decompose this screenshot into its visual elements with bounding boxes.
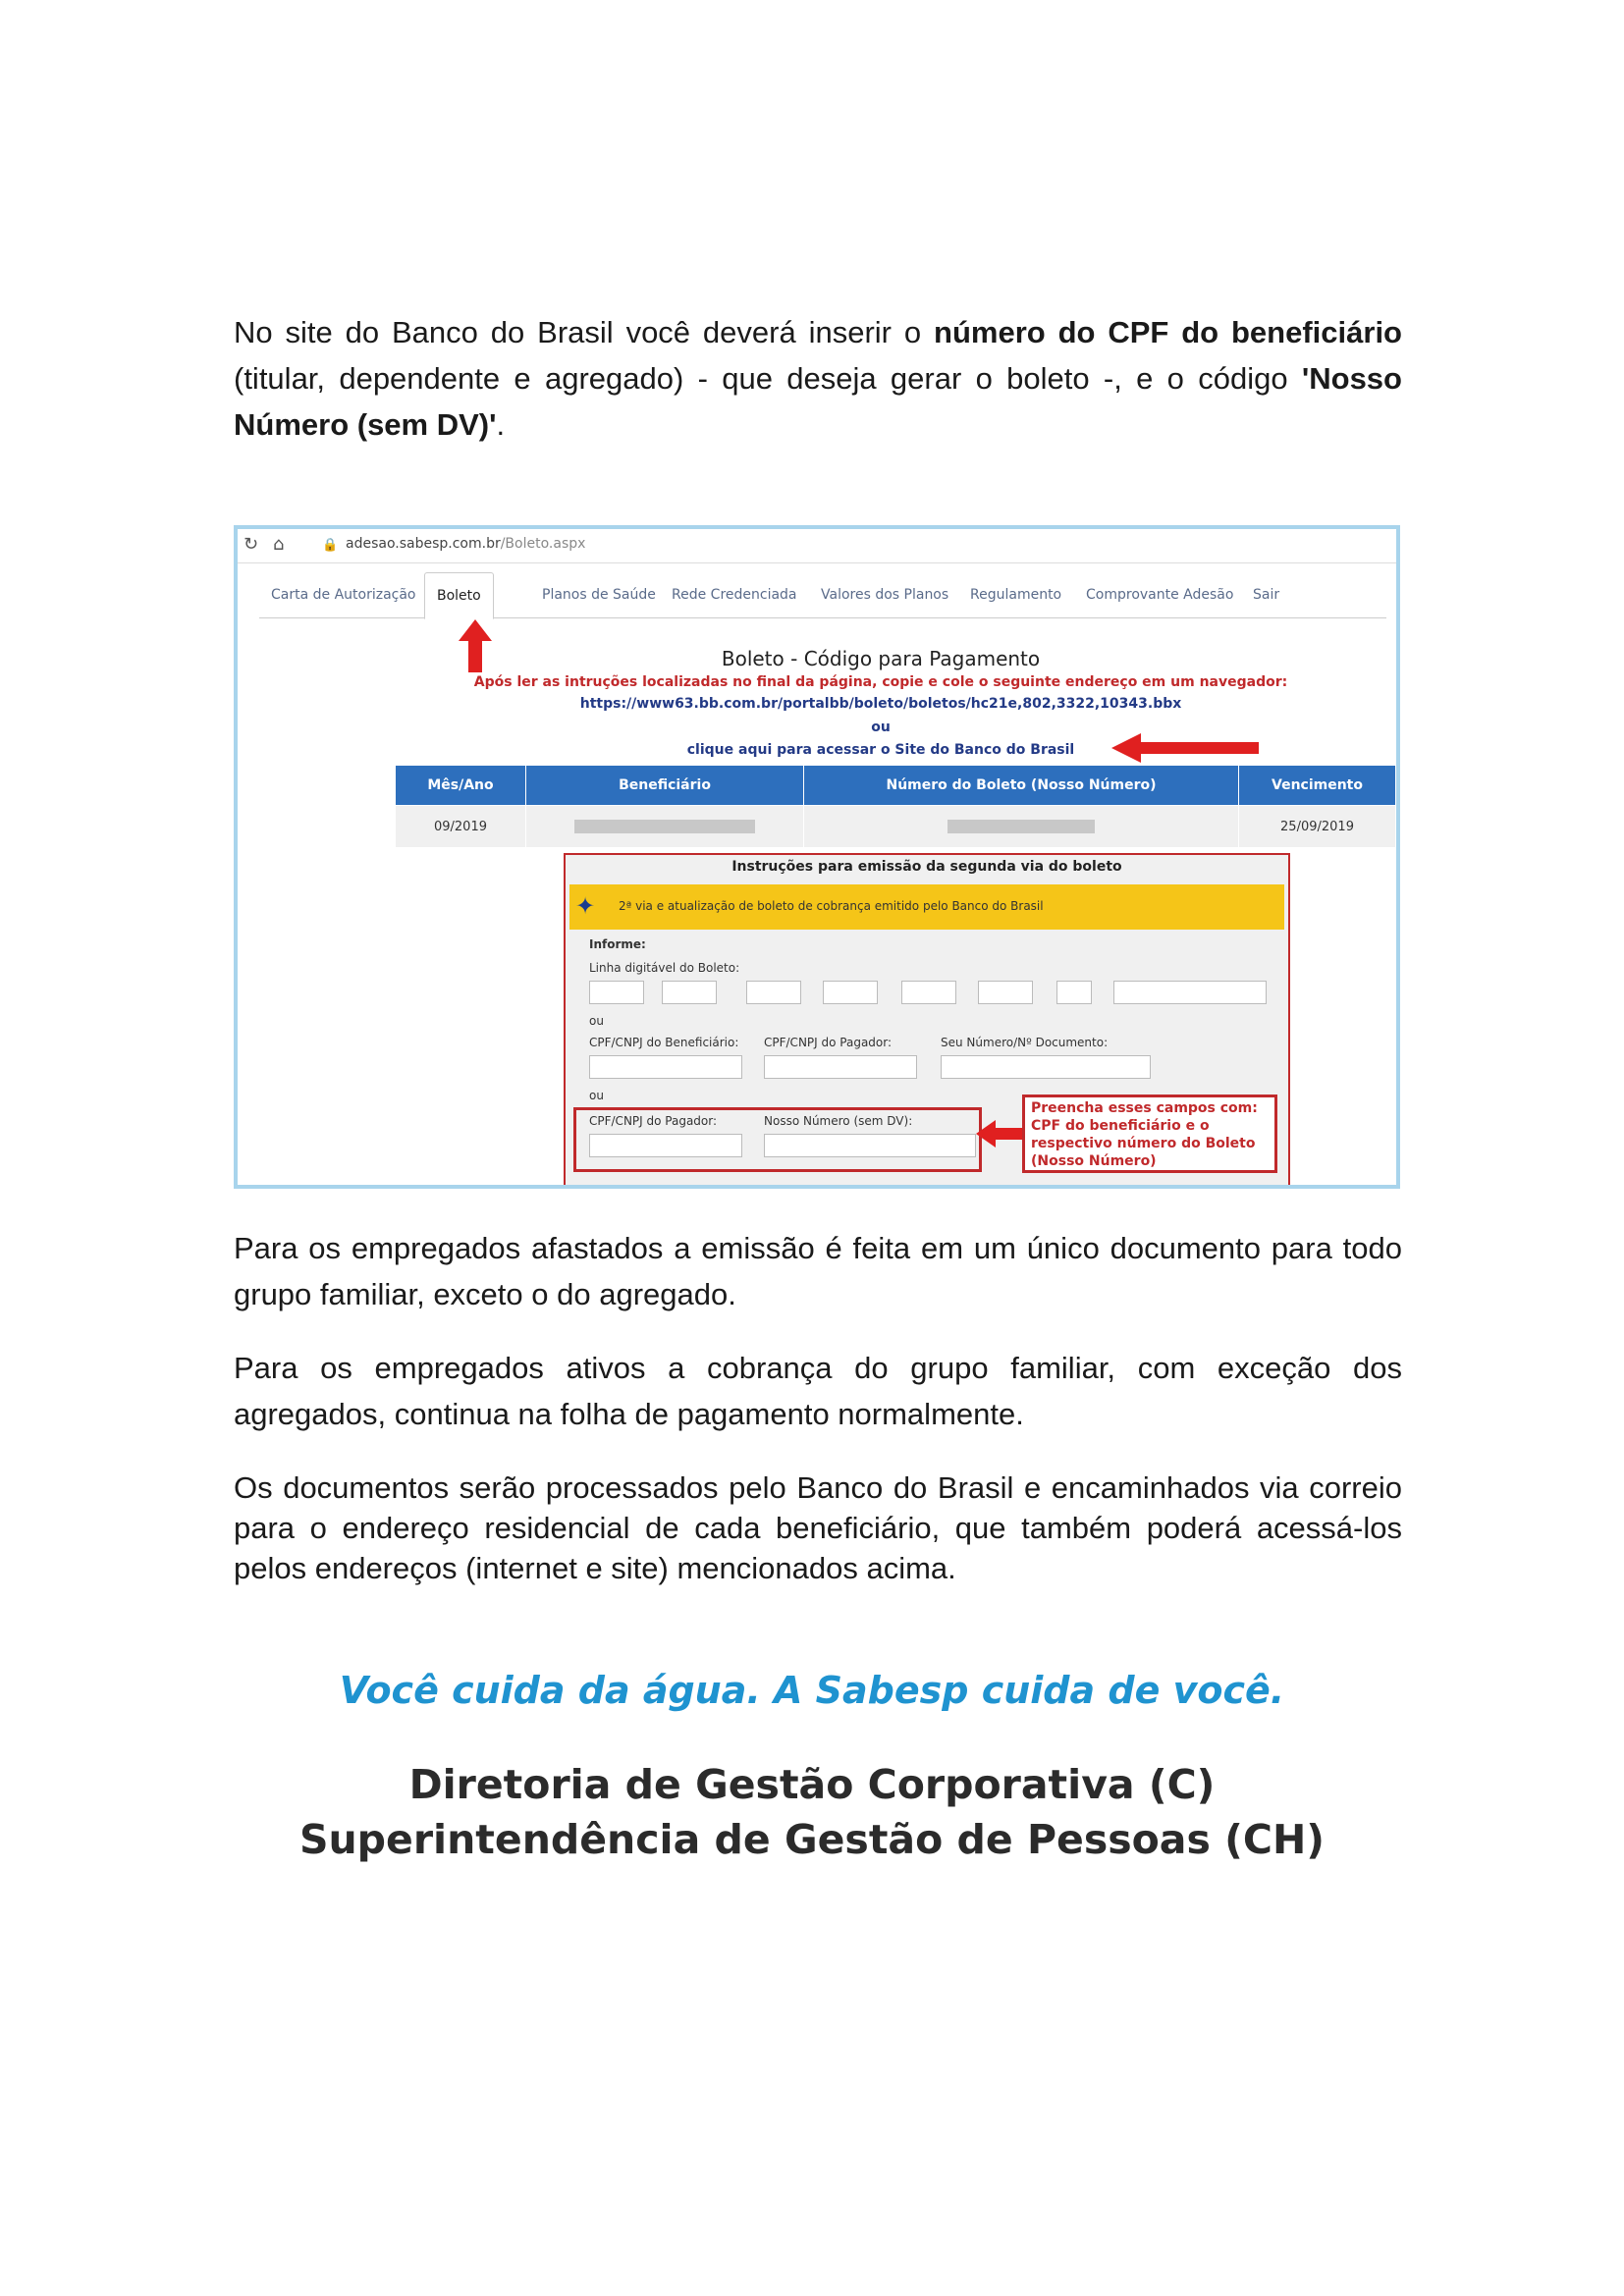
intro-text-2: (titular, dependente e agregado) - que deseja gerar o boleto -, e o código (234, 361, 1302, 396)
linha-digitavel-field-5[interactable] (901, 981, 956, 1004)
panel-title: Instruções para emissão da segunda via do boleto (731, 859, 1122, 875)
intro-text: No site do Banco do Brasil você deverá inserir o (234, 315, 935, 349)
arrow-left-icon (976, 1120, 1023, 1148)
linha-digitavel-field-6[interactable] (978, 981, 1033, 1004)
linha-digitavel-field-1[interactable] (589, 981, 644, 1004)
intro-text-3: . (496, 407, 506, 442)
tab-sair[interactable]: Sair (1253, 587, 1280, 603)
bb-logo-icon: ✦ (575, 892, 596, 920)
url-text[interactable] (346, 536, 585, 552)
cpf-pagador-field-2[interactable] (589, 1134, 742, 1157)
col-mes-ano: Mês/Ano (396, 766, 526, 806)
instruction-copy: Após ler as intruções localizadas no final da página, copie e cole o seguinte endereço em um navegador: (473, 674, 1288, 690)
cpf-beneficiario-field[interactable] (589, 1055, 742, 1079)
cpf-pagador-label-2: CPF/CNPJ do Pagador: (589, 1114, 718, 1128)
second-copy-panel (564, 853, 1290, 1187)
tab-planos-saude[interactable]: Planos de Saúde (542, 587, 656, 603)
linha-digitavel-field-4[interactable] (823, 981, 878, 1004)
tab-rede-credenciada[interactable]: Rede Credenciada (672, 587, 797, 603)
informe-label: Informe: (589, 937, 646, 951)
linha-digitavel-label: Linha digitável do Boleto: (589, 961, 740, 975)
site-tabs (259, 572, 1386, 618)
cell-due: 25/09/2019 (1239, 806, 1396, 848)
callout-line: (Nosso Número) (1031, 1153, 1157, 1169)
linha-digitavel-field-2[interactable] (662, 981, 717, 1004)
paragraph-afastados: Para os empregados afastados a emissão é feita em um único documento para todo grupo familiar, exceto o do agregado. (234, 1231, 1402, 1311)
paragraph-ativos: Para os empregados ativos a cobrança do grupo familiar, com exceção dos agregados, continua na folha de pagamento normalmente. (234, 1351, 1402, 1431)
seu-numero-label: Seu Número/Nº Documento: (941, 1036, 1109, 1049)
boleto-title: Boleto - Código para Pagamento (721, 647, 1041, 670)
home-icon[interactable]: ⌂ (273, 534, 285, 555)
cpf-pagador-label: CPF/CNPJ do Pagador: (764, 1036, 893, 1049)
nosso-numero-label: Nosso Número (sem DV): (764, 1114, 913, 1128)
col-beneficiario: Beneficiário (526, 766, 804, 806)
lock-icon: 🔒 (322, 538, 339, 553)
bb-banner-text: 2ª via e atualização de boleto de cobrança emitido pelo Banco do Brasil (619, 899, 1044, 913)
linha-digitavel-field-7[interactable] (1056, 981, 1092, 1004)
linha-digitavel-field-8[interactable] (1113, 981, 1267, 1004)
ou-label-2: ou (589, 1089, 604, 1102)
tab-regulamento[interactable]: Regulamento (970, 587, 1062, 603)
nosso-numero-field[interactable] (764, 1134, 976, 1157)
ou-label-1: ou (589, 1014, 604, 1028)
bb-site-link[interactable]: clique aqui para acessar o Site do Banco do Brasil (686, 742, 1075, 758)
paragraph-documentos: Os documentos serão processados pelo Banco do Brasil e encaminhados via correio para o endereço residencial de cada beneficiário, que também poderá acessá-los pelos endereços (internet e site) mencionados acima. (234, 1470, 1402, 1585)
dept-line-2: Superintendência de Gestão de Pessoas (CH) (298, 1816, 1326, 1863)
cell-month: 09/2019 (396, 806, 526, 848)
callout-line: CPF do beneficiário e o (1031, 1118, 1210, 1134)
intro-bold-cpf: número do CPF do beneficiário (934, 315, 1402, 349)
dept-line-1: Diretoria de Gestão Corporativa (C) (408, 1761, 1216, 1808)
col-vencimento: Vencimento (1239, 766, 1396, 806)
cpf-beneficiario-label: CPF/CNPJ do Beneficiário: (589, 1036, 739, 1049)
callout-note (1022, 1095, 1277, 1173)
col-numero-boleto: Número do Boleto (Nosso Número) (804, 766, 1239, 806)
boleto-table (395, 765, 1396, 848)
arrow-left-icon (1111, 733, 1259, 763)
tab-valores-planos[interactable]: Valores dos Planos (821, 587, 949, 603)
reload-icon[interactable]: ↻ (244, 534, 259, 555)
table-row (396, 806, 1396, 848)
intro-bold-nosso-numero: 'Nosso Número (sem DV)' (234, 361, 1402, 442)
cpf-pagador-field[interactable] (764, 1055, 917, 1079)
instruction-or: ou (871, 720, 891, 735)
url-domain: adesao.sabesp.com.br (346, 536, 501, 552)
url-path: /Boleto.aspx (500, 536, 586, 552)
browser-address-bar (238, 529, 1396, 563)
tab-carta-autorizacao[interactable]: Carta de Autorização (271, 587, 416, 603)
cell-boleto-redacted (804, 806, 1239, 848)
intro-paragraph (234, 309, 1402, 448)
instruction-url: https://www63.bb.com.br/portalbb/boleto/boletos/hc21e,802,3322,10343.bbx (579, 696, 1182, 712)
slogan: Você cuida da água. A Sabesp cuida de você. (339, 1669, 1285, 1712)
seu-numero-field[interactable] (941, 1055, 1151, 1079)
callout-line: Preencha esses campos com: (1031, 1100, 1258, 1116)
cell-beneficiario-redacted (526, 806, 804, 848)
tab-boleto[interactable]: Boleto (424, 572, 494, 619)
boleto-screenshot (234, 525, 1400, 1189)
tab-comprovante-adesao[interactable]: Comprovante Adesão (1086, 587, 1234, 603)
bb-banner (569, 884, 1284, 930)
linha-digitavel-field-3[interactable] (746, 981, 801, 1004)
callout-line: respectivo número do Boleto (1031, 1136, 1256, 1151)
